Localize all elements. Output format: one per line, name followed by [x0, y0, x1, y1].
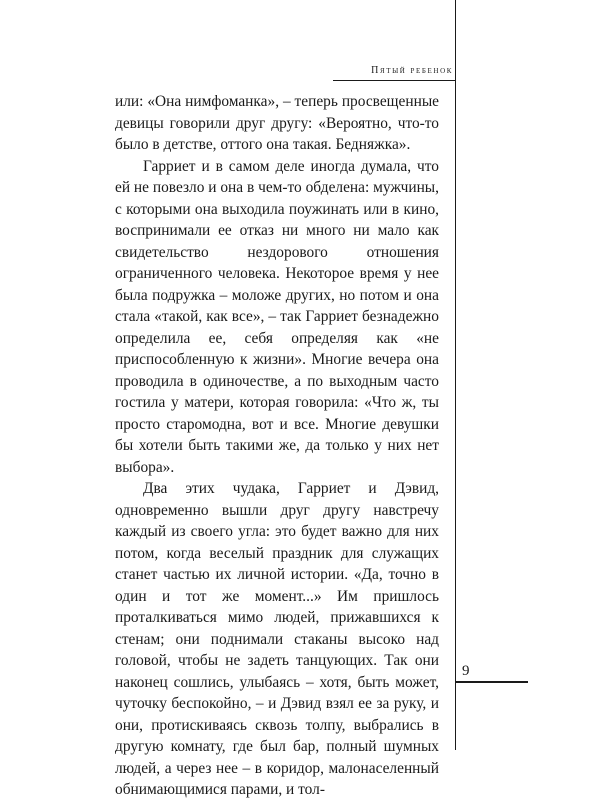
paragraph-1: или: «Она нимфоманка», – теперь просвещенные девицы говорили друг другу: «Вероятно, что-то было в детстве, оттого она такая. Бедняжка». [115, 93, 439, 153]
running-head-rule [333, 80, 455, 81]
paragraph-3: Два этих чудака, Гарриет и Дэвид, одновременно вышли друг другу навстречу каждый из своего угла: это будет важно для них потом, когда веселый праздник для служащих станет частью их личной истории. «Да, точно в один и тот же момент...» Им пришлось проталкиваться мимо людей, прижавшихся к стенам; они поднимали стаканы высоко над головой, чтобы не задеть танцующих. Так они наконец сошлись, улыбаясь – хотя, быть может, чуточку беспокойно, – и Дэвид взял ее за руку, и они, протискиваясь сквозь толпу, выбрались в другую комнату, где был бар, полный шумных людей, а через нее – в коридор, малонаселенный обнимающимися парами, и тол- [115, 480, 439, 798]
running-head: Пятый ребенок [371, 65, 453, 76]
paragraph-2: Гарриет и в самом деле иногда думала, что ей не повезло и она в чем-то обделена: мужчины, с которыми она выходила поужинать или в кино, воспринимали ее отказ ни много ни мало как свидетельство нездорового отношения ограниченного человека. Некоторое время у нее была подружка – моложе других, но потом и она стала «такой, как все», – так Гарриет безнадежно определила ее, себя определяя как «не приспособленную к жизни». Многие вечера она проводила в одиночестве, а по выходным часто гостила у матери, которая говорила: «Что ж, ты просто старомодна, вот и все. Многие девушки бы хотели быть такими же, да только у них нет выбора». [115, 157, 439, 476]
page-number-rule [456, 681, 528, 683]
page-number: 9 [462, 663, 470, 679]
page-vertical-rule [455, 0, 456, 750]
body-text [115, 91, 439, 801]
